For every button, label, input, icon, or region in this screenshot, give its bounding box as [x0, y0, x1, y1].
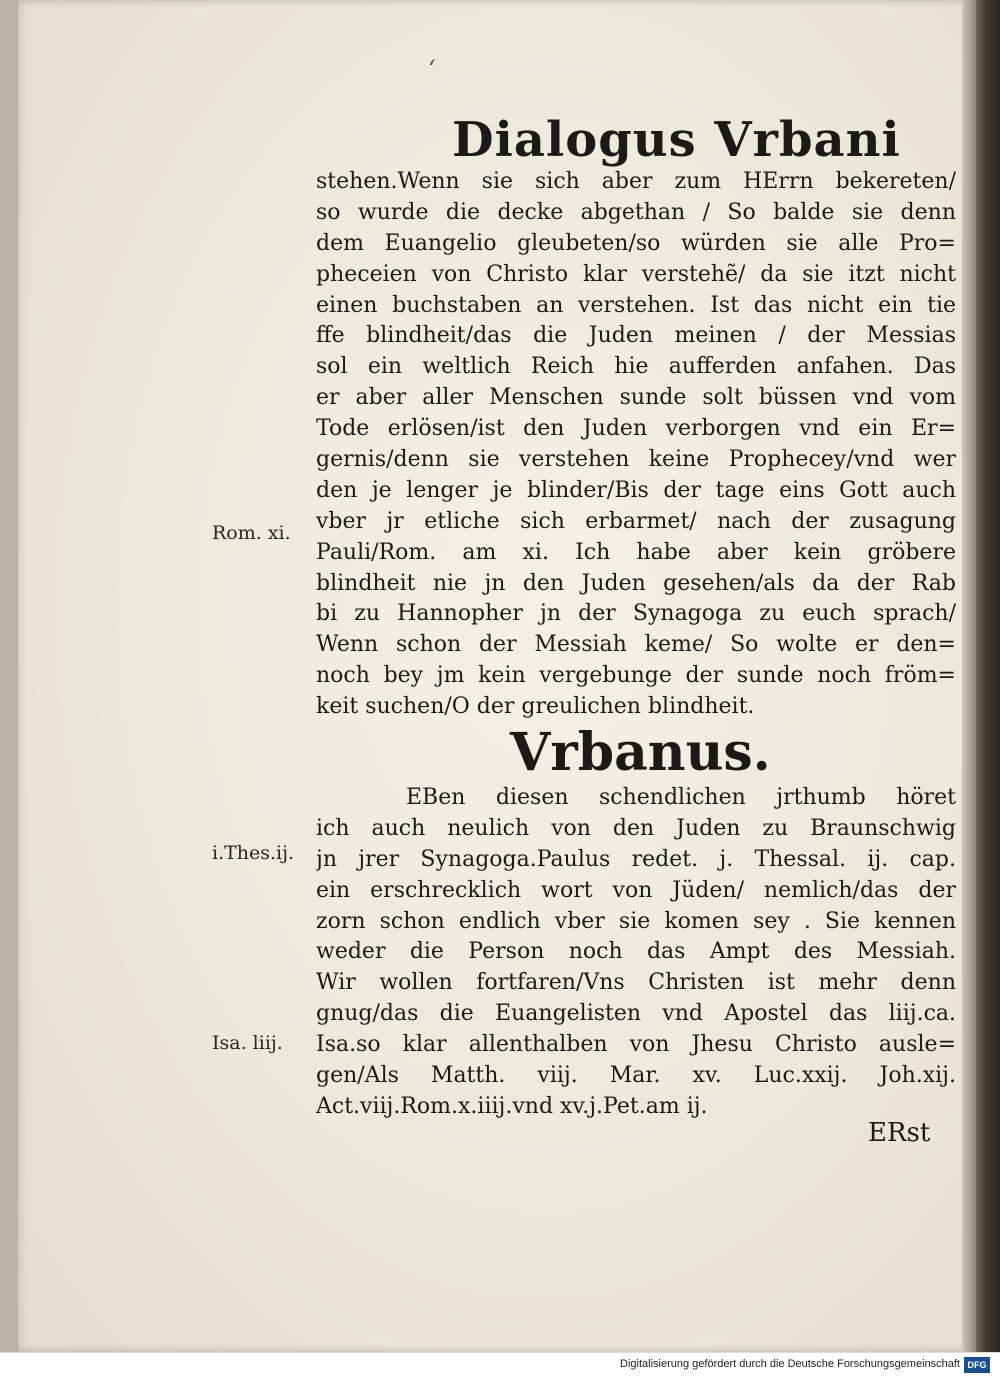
- text-line: Act.viij.Rom.x.iiij.vnd xv.j.Pet.am ij.: [316, 1093, 708, 1119]
- text-block-2: [316, 783, 956, 1123]
- margin-note-thes: i.Thes.ij.: [212, 842, 295, 864]
- margin-note-rom: Rom. xi.: [212, 522, 291, 544]
- text-line: den je lenger je blinder/Bis der tage eins Gott auch: [316, 477, 956, 503]
- section-heading: Vrbanus.: [510, 722, 771, 783]
- text-line: weder die Person noch das Ampt des Messiah.: [316, 939, 956, 965]
- text-line: noch bey jm kein vergebunge der sunde noch fröm=: [316, 663, 956, 689]
- text-line: blindheit nie jn den Juden gesehen/als da der Rab: [316, 570, 956, 596]
- text-line: ffe blindheit/das die Juden meinen / der Messias: [316, 323, 956, 349]
- text-line: EBen diesen schendlichen jrthumb höret: [406, 785, 956, 810]
- text-block-1: [316, 167, 956, 723]
- dfg-logo-icon: DFG: [964, 1357, 990, 1373]
- catchword: ERst: [868, 1118, 931, 1148]
- text-line: gen/Als Matth. viij. Mar. xv. Luc.xxij. Joh.xij.: [316, 1063, 956, 1089]
- text-line: Tode erlösen/ist den Juden verborgen vnd ein Er=: [316, 416, 956, 442]
- text-line: dem Euangelio gleubeten/so würden sie alle Pro=: [316, 230, 956, 256]
- text-line: stehen.Wenn sie sich aber zum HErrn bekereten/: [316, 169, 956, 194]
- text-line: Wenn schon der Messiah keme/ So wolte er den=: [316, 632, 956, 658]
- text-line: gnug/das die Euangelisten vnd Apostel das liij.ca.: [316, 1001, 956, 1027]
- text-line: Isa.so klar allenthalben von Jhesu Christo ausle=: [316, 1032, 956, 1058]
- text-line: bi zu Hannopher jn der Synagoga zu euch sprach/: [316, 601, 956, 627]
- page-gutter: [962, 0, 976, 1352]
- text-line: einen buchstaben an verstehen. Ist das nicht ein tie: [316, 292, 956, 318]
- margin-note-isa: Isa. liij.: [212, 1032, 283, 1054]
- text-line: vber jr etliche sich erbarmet/ nach der zusagung: [316, 508, 956, 534]
- text-line: jn jrer Synagoga.Paulus redet. j. Thessal. ij. cap.: [316, 846, 956, 872]
- book-edge: [976, 0, 1000, 1352]
- running-header: Dialogus Vrbani: [452, 112, 901, 168]
- text-line: er aber aller Menschen sunde solt büssen vnd vom: [316, 385, 956, 411]
- text-line: Pauli/Rom. am xi. Ich habe aber kein gröbere: [316, 539, 956, 565]
- text-line: pheceien von Christo klar verstehẽ/ da sie itzt nicht: [316, 261, 956, 287]
- text-line: gernis/denn sie verstehen keine Prophecey/vnd wer: [316, 447, 956, 473]
- text-line: so wurde die decke abgethan / So balde sie denn: [316, 199, 956, 225]
- text-line: zorn schon endlich vber sie komen sey . Sie kennen: [316, 908, 956, 934]
- text-line: ein erschrecklich wort von Jüden/ nemlich/das der: [316, 877, 956, 903]
- text-line: keit suchen/O der greulichen blindheit.: [316, 694, 755, 720]
- text-line: Wir wollen fortfaren/Vns Christen ist mehr denn: [316, 970, 956, 996]
- digitization-footer: [0, 1352, 1000, 1378]
- text-line: sol ein weltlich Reich hie aufferden anfahen. Das: [316, 354, 956, 380]
- footer-credit: Digitalisierung gefördert durch die Deutsche Forschungsgemeinschaft: [620, 1358, 960, 1370]
- ink-mark: ‘: [428, 55, 436, 83]
- text-line: ich auch neulich von den Juden zu Braunschwig: [316, 815, 956, 841]
